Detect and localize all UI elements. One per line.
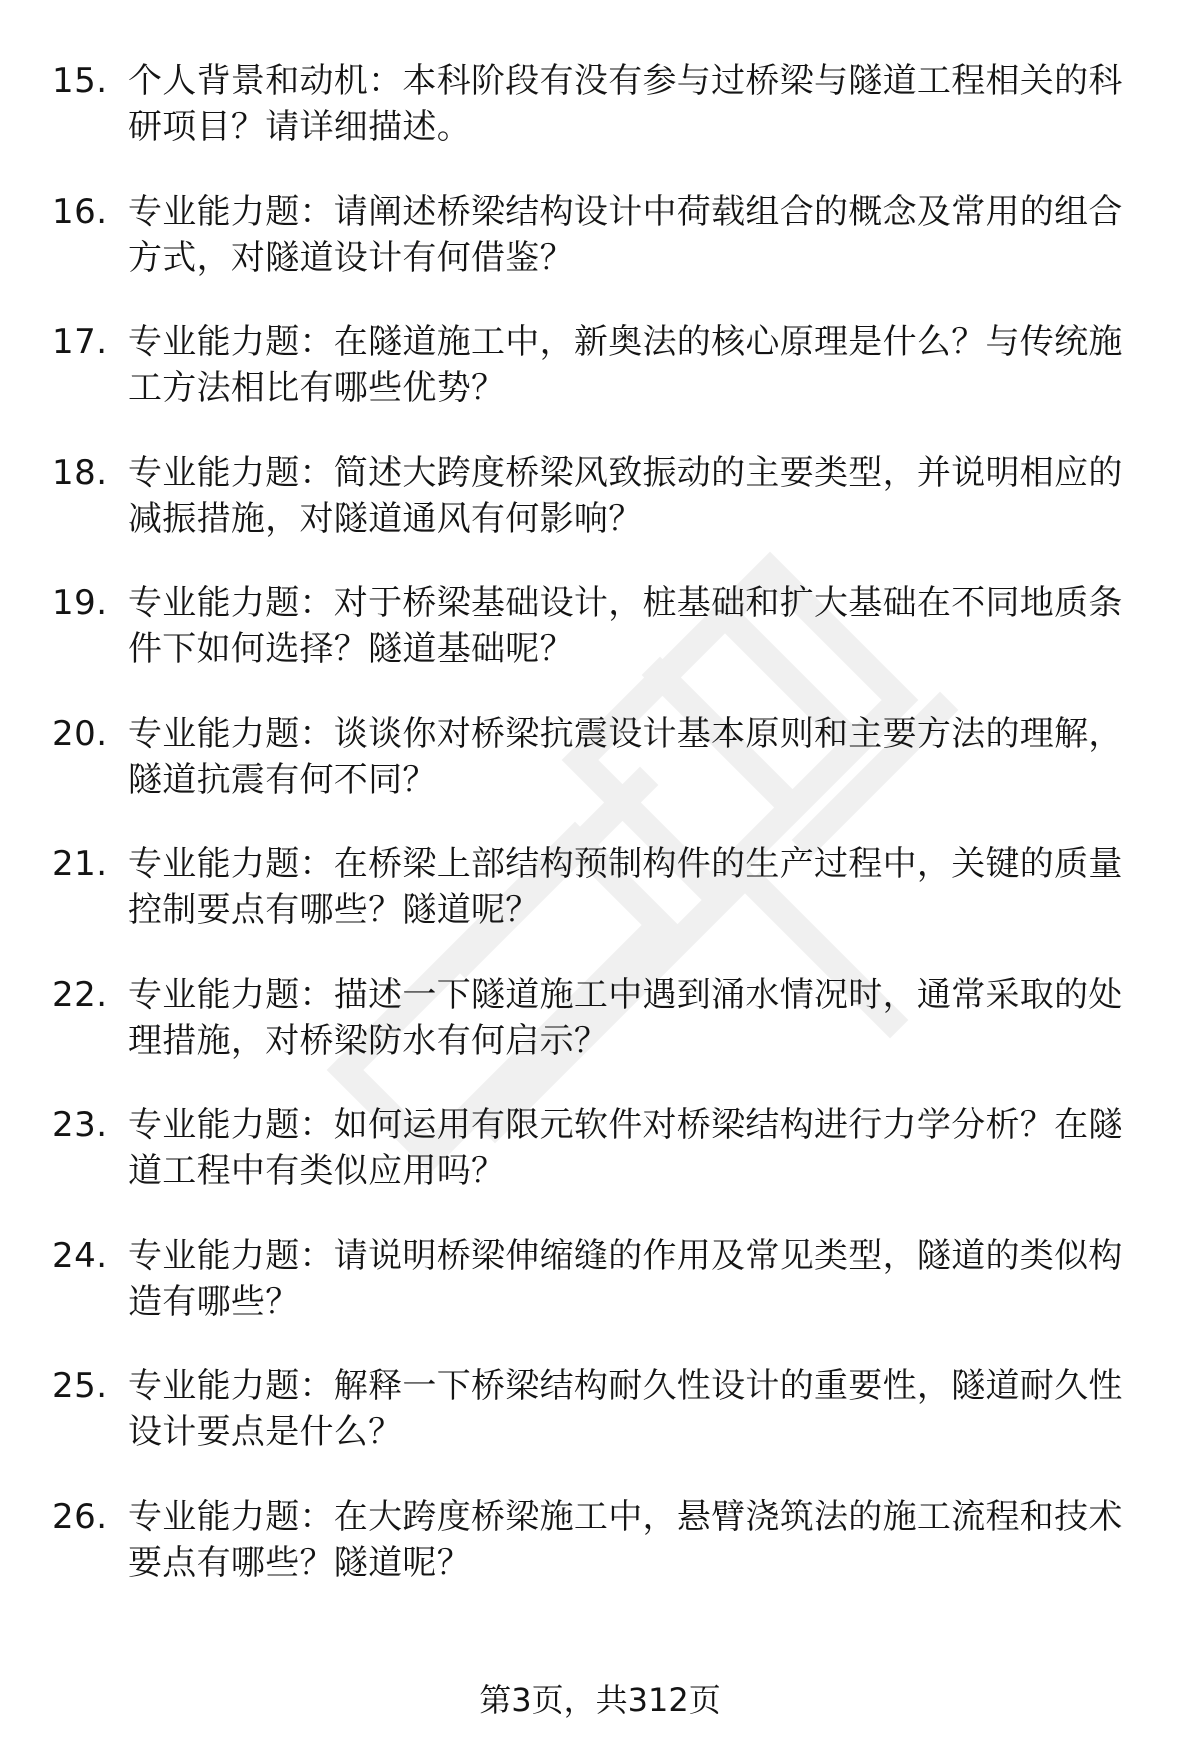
question-text: 专业能力题：简述大跨度桥梁风致振动的主要类型，并说明相应的减振措施，对隧道通风有何影响？ [128,452,1123,539]
question-number: 23. [52,1105,108,1145]
question-item-22 [52,972,1152,1103]
question-item-26 [52,1494,1152,1625]
question-text: 专业能力题：描述一下隧道施工中遇到涌水情况时，通常采取的处理措施，对桥梁防水有何启示？ [128,974,1123,1061]
question-item-20 [52,711,1152,842]
page-footer [0,1680,1200,1720]
question-list [52,58,1152,1624]
question-text: 专业能力题：解释一下桥梁结构耐久性设计的重要性，隧道耐久性设计要点是什么？ [128,1366,1123,1452]
question-number: 21. [52,844,108,884]
question-item-15 [52,58,1152,189]
question-text: 专业能力题：请阐述桥梁结构设计中荷载组合的概念及常用的组合方式，对隧道设计有何借鉴？ [128,191,1123,278]
question-item-18 [52,450,1152,581]
question-text: 专业能力题：请说明桥梁伸缩缝的作用及常见类型，隧道的类似构造有哪些？ [128,1235,1123,1322]
question-number: 19. [52,583,108,623]
question-text: 专业能力题：在隧道施工中，新奥法的核心原理是什么？与传统施工方法相比有哪些优势？ [128,322,1123,408]
question-text: 专业能力题：谈谈你对桥梁抗震设计基本原则和主要方法的理解，隧道抗震有何不同？ [128,713,1123,800]
question-item-21 [52,841,1152,972]
question-number: 15. [52,61,108,101]
question-number: 24. [52,1235,108,1276]
question-number: 26. [52,1496,108,1537]
question-number: 20. [52,713,108,754]
question-item-17 [52,319,1152,450]
question-item-16 [52,189,1152,320]
question-text: 专业能力题：在桥梁上部结构预制构件的生产过程中，关键的质量控制要点有哪些？隧道呢？ [128,844,1123,930]
question-text: 专业能力题：如何运用有限元软件对桥梁结构进行力学分析？在隧道工程中有类似应用吗？ [128,1105,1123,1191]
question-text: 专业能力题：在大跨度桥梁施工中，悬臂浇筑法的施工流程和技术要点有哪些？隧道呢？ [128,1496,1123,1583]
question-number: 22. [52,974,108,1015]
page-number-label: 第3页，共312页 [479,1681,721,1719]
question-number: 25. [52,1366,108,1406]
question-number: 17. [52,322,108,362]
question-text: 个人背景和动机：本科阶段有没有参与过桥梁与隧道工程相关的科研项目？请详细描述。 [128,61,1123,147]
question-item-19 [52,580,1152,711]
question-number: 18. [52,452,108,493]
question-item-25 [52,1363,1152,1494]
question-text: 专业能力题：对于桥梁基础设计，桩基础和扩大基础在不同地质条件下如何选择？隧道基础呢？ [128,583,1123,669]
question-number: 16. [52,191,108,232]
question-item-23 [52,1102,1152,1233]
question-item-24 [52,1233,1152,1364]
